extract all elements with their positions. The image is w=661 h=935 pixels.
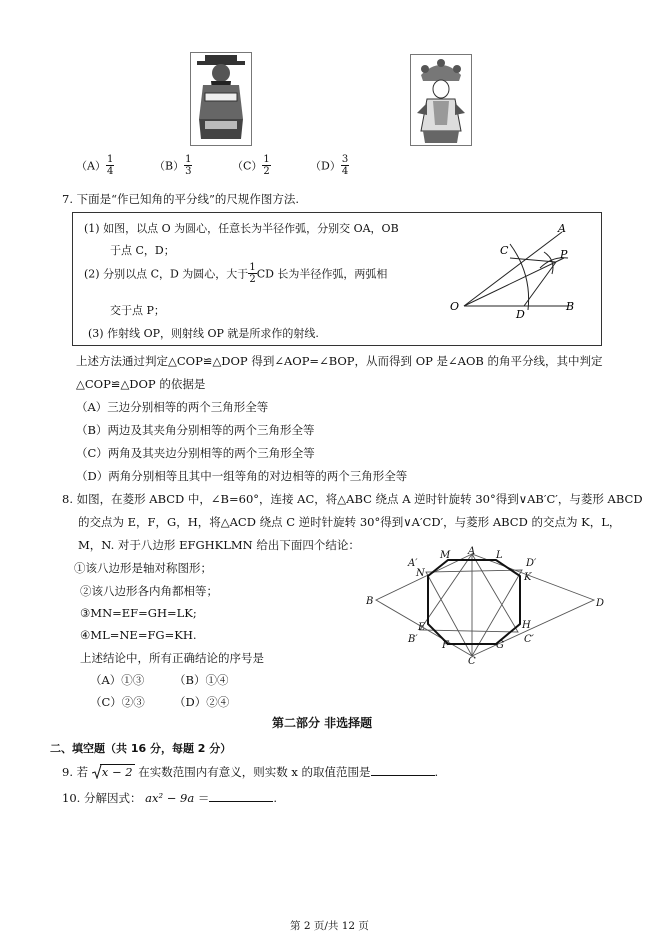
q8-label-a1: A′ xyxy=(408,558,418,569)
q6-option-d xyxy=(310,154,349,177)
opera-figure-left-drawing xyxy=(191,53,251,145)
q8-label-d1: D′ xyxy=(526,558,537,569)
q8-label-c1: C′ xyxy=(524,634,534,645)
q7-step2-num: 1 xyxy=(249,262,256,273)
opera-figure-right-image xyxy=(410,54,472,146)
q8-label-m: M xyxy=(440,550,451,561)
q8-label-n: N xyxy=(416,568,425,579)
q8-conclusion-4: ④ML=NE=FG=KH. xyxy=(80,628,197,642)
q6-option-c xyxy=(232,154,271,177)
q9-end: . xyxy=(434,765,439,779)
q9 xyxy=(62,764,438,780)
q6-option-a-num: 1 xyxy=(106,154,114,165)
q8-label-d: D xyxy=(596,598,605,609)
q6-option-a-fraction xyxy=(106,154,114,177)
q8-option-b: （B）①④ xyxy=(174,673,229,687)
q8-label-a: A xyxy=(468,546,476,557)
q7-step1-line2: 于点 C，D； xyxy=(110,244,175,257)
q6-option-b-label: （B） xyxy=(154,159,185,173)
q6-option-d-num: 3 xyxy=(341,154,349,165)
q8-label-l: L xyxy=(496,550,503,561)
q6-option-d-den: 4 xyxy=(341,166,349,177)
q7-segment-dp xyxy=(524,262,556,306)
q6-option-b-den: 3 xyxy=(185,166,192,177)
q10 xyxy=(62,790,277,806)
page-footer: 第 2 页/共 12 页 xyxy=(290,920,369,932)
q9-pre: 9. 若 xyxy=(62,765,89,779)
q8-label-k: K xyxy=(524,572,532,583)
q7-label-p: P xyxy=(560,248,568,261)
q9-post: 在实数范围内有意义，则实数 x 的取值范围是 xyxy=(138,765,371,779)
q6-option-c-fraction xyxy=(262,154,270,177)
q7-angle-bisector-figure xyxy=(440,218,590,322)
q10-pre: 10. 分解因式： xyxy=(62,791,142,805)
q7-ray-op xyxy=(464,258,564,306)
radical-sign-icon xyxy=(92,765,102,779)
q8-label-e: E xyxy=(418,622,426,633)
q7-step3: (3) 作射线 OP，则射线 OP 就是所求作的射线. xyxy=(88,327,319,340)
q7-option-b: （B）两边及其夹角分别相等的两个三角形全等 xyxy=(76,423,315,437)
q6-option-a-label: （A） xyxy=(76,159,106,173)
q7-option-a: （A）三边分别相等的两个三角形全等 xyxy=(76,400,269,414)
q6-option-c-den: 2 xyxy=(263,166,270,177)
q8-option-c: （C）②③ xyxy=(90,695,145,709)
q8-ask: 上述结论中，所有正确结论的序号是 xyxy=(80,651,264,665)
q6-option-b xyxy=(154,154,192,177)
q7-label-o: O xyxy=(450,300,460,313)
q6-option-b-num: 1 xyxy=(185,154,192,165)
q7-step2-fraction xyxy=(248,262,256,285)
q6-option-b-fraction xyxy=(184,154,192,177)
q7-ray-oa xyxy=(464,232,562,306)
q8-label-b1: B′ xyxy=(408,634,418,645)
q7-text-line2: △COP≌△DOP 的依据是 xyxy=(76,377,206,391)
q6-option-d-label: （D） xyxy=(310,159,341,173)
q8-label-f: F xyxy=(442,640,449,651)
q7-text-line1: 上述方法通过判定△COP≌△DOP 得到∠AOP=∠BOP，从而得到 OP 是∠AOB 的角平分线，其中判定 xyxy=(76,354,603,368)
q8-option-d: （D）②④ xyxy=(174,695,230,709)
q8-option-a: （A）①③ xyxy=(90,673,145,687)
q6-option-c-num: 1 xyxy=(263,154,270,165)
q6-option-c-label: （C） xyxy=(232,159,263,173)
part-two-title: 第二部分 非选择题 xyxy=(272,716,373,730)
q7-option-d: （D）两角分别相等且其中一组等角的对边相等的两个三角形全等 xyxy=(76,469,408,483)
q8-conclusion-2: ②该八边形各内角都相等； xyxy=(80,584,218,598)
q7-label-b: B xyxy=(566,300,575,313)
q9-answer-blank[interactable] xyxy=(371,775,435,776)
q9-radicand: x − 2 xyxy=(101,765,133,779)
opera-figure-right-drawing xyxy=(411,55,471,145)
q8-label-h: H xyxy=(522,620,531,631)
q9-radical xyxy=(92,765,135,779)
q7-step2-line1 xyxy=(84,262,387,285)
q7-label-a: A xyxy=(558,222,566,235)
q8-label-c: C xyxy=(468,656,476,667)
q7-stem: 7. 下面是“作已知角的平分线”的尺规作图方法. xyxy=(62,192,300,206)
q8-line2: 的交点为 E，F，G，H，将△ACD 绕点 C 逆时针旋转 30°得到∨A′CD′，与菱形 ABCD 的交点为 K，L， xyxy=(78,515,621,529)
q10-expr: ax² − 9a xyxy=(145,791,195,805)
q8-conclusion-3: ③MN=EF=GH=LK; xyxy=(80,606,197,620)
q8-line3: M，N. 对于八边形 EFGHKLMN 给出下面四个结论： xyxy=(78,538,360,552)
q8-label-g: G xyxy=(496,640,504,651)
q7-step2-post: CD 长为半径作弧，两弧相 xyxy=(256,267,388,281)
q10-answer-blank[interactable] xyxy=(209,801,273,802)
q7-step1-line1: (1) 如图，以点 O 为圆心，任意长为半径作弧，分别交 OA，OB xyxy=(84,222,399,235)
q7-step2-den: 2 xyxy=(249,274,256,285)
q7-step2-pre: (2) 分别以点 C，D 为圆心，大于 xyxy=(84,267,249,281)
q8-rhombus-octagon-figure xyxy=(366,546,616,668)
q8-line1: 8. 如图，在菱形 ABCD 中，∠B=60°，连接 AC，将△ABC 绕点 A 逆时针旋转 30°得到∨AB′C′，与菱形 ABCD xyxy=(62,492,643,506)
q6-option-a xyxy=(76,154,114,177)
q7-arc-cd xyxy=(510,244,529,310)
section-two-heading: 二、填空题（共 16 分，每题 2 分） xyxy=(50,742,232,755)
q8-label-b: B xyxy=(366,596,374,607)
q10-eq: ＝ xyxy=(197,791,210,805)
q7-label-d: D xyxy=(516,308,525,321)
q6-option-d-fraction xyxy=(341,154,349,177)
q7-step2-line2: 交于点 P； xyxy=(110,304,165,317)
q7-label-c: C xyxy=(500,244,509,257)
q7-option-c: （C）两角及其夹边分别相等的两个三角形全等 xyxy=(76,446,315,460)
q10-end: . xyxy=(273,791,277,805)
q6-option-a-den: 4 xyxy=(106,166,114,177)
q8-conclusion-1: ①该八边形是轴对称图形； xyxy=(74,561,212,575)
opera-figure-left-image xyxy=(190,52,252,146)
